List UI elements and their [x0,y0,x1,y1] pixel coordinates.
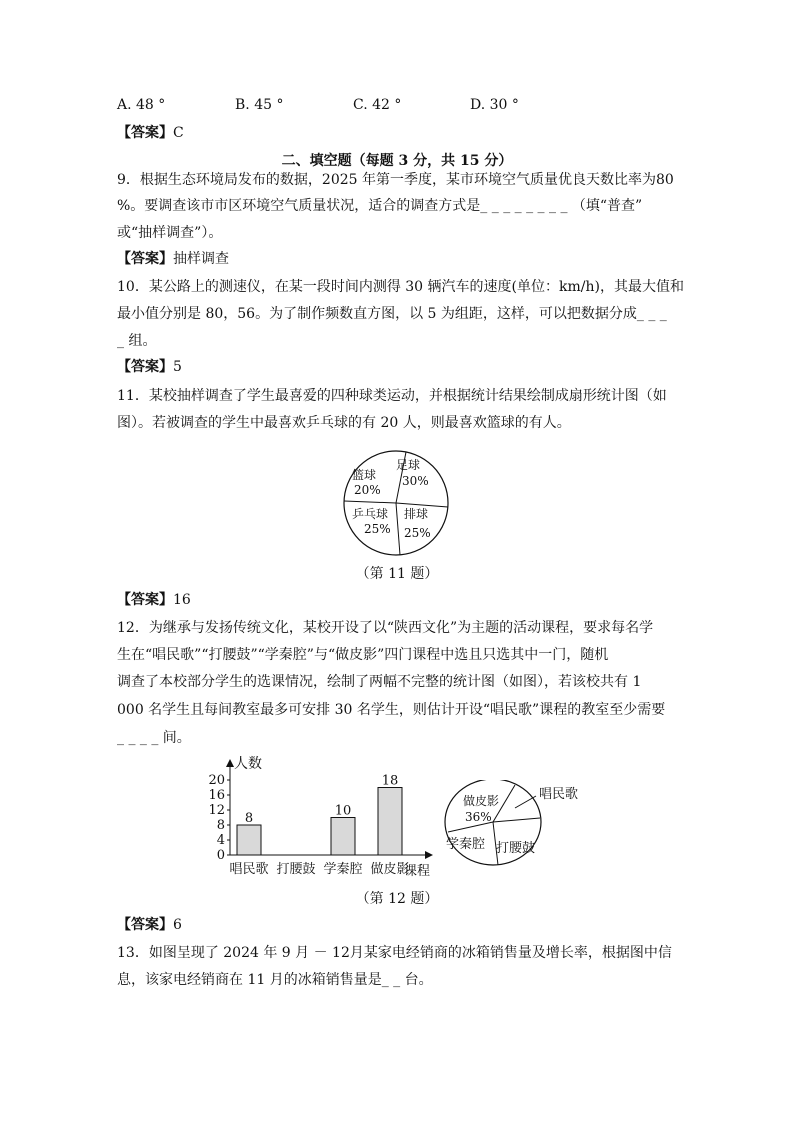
q9-line-1: 9．根据生态环境局发布的数据，2025 年第一季度，某市环境空气质量优良天数比率为80 [117,172,674,188]
y-axis-label: 人数 [234,756,262,772]
slice-label-basketball: 篮球 [352,468,377,482]
q12-line-2: 生在“唱民歌”“打腰鼓”“学秦腔”与“做皮影”四门课程中选且只选其中一门，随机 [117,647,609,663]
q8-answer [117,123,184,143]
answer-tag: 【答案】 [117,917,173,933]
q12-line-3: 调查了本校部分学生的选课情况，绘制了两幅不完整的统计图（如图），若该校共有 1 [117,674,642,690]
q10-line-2: 最小值分别是 80，56。为了制作频数直方图，以 5 为组距，这样，可以把数据分成_ _ _ [117,306,667,322]
answer-value: 5 [173,359,182,375]
bar-2 [331,818,355,856]
pie-divider-2 [344,501,396,503]
option-c: C. 42 ° [353,97,402,113]
slice-value-football: 30% [402,474,429,488]
q12-line-1: 12．为继承与发扬传统文化，某校开设了以“陕西文化”为主题的活动课程，要求每名学 [117,620,654,636]
slice-value-basketball: 20% [354,483,381,497]
answer-tag: 【答案】 [117,125,173,141]
slice-label-shadow-puppet: 做皮影 [463,794,500,808]
q12-figure-caption: （第 12 题） [355,891,439,907]
slice-label-waist-drum: 打腰鼓 [496,841,536,856]
pie-divider-3 [493,818,540,822]
q11-figure-caption: （第 11 题） [355,566,439,582]
label-leader [515,796,536,808]
slice-value-pingpong: 25% [364,522,391,536]
answer-value: 16 [173,592,191,608]
q13-line-1: 13．如图呈现了 2024 年 9 月 － 12月某家电经销商的冰箱销售量及增长率，根据图中信 [117,945,672,961]
answer-value: 6 [173,917,182,933]
answer-value: C [173,125,184,141]
x-category-label: 做皮影 [370,862,410,877]
section-title: 二、填空题（每题 3 分，共 15 分） [281,153,513,169]
q9-line-3: 或“抽样调查”）。 [117,225,223,241]
q12-bar-chart [200,752,440,880]
q12-answer [117,915,182,935]
q10-line-1: 10．某公路上的测速仪，在某一段时间内测得 30 辆汽车的速度(单位：km/h)，其最大值和 [117,279,684,295]
slice-value-volleyball: 25% [404,526,431,540]
q13-line-2: 息，该家电经销商在 11 月的冰箱销售量是_ _ 台。 [117,972,433,988]
q12-line-4: 000 名学生且每间教室最多可安排 30 名学生，则估计开设“唱民歌”课程的教室至少需要 [117,702,666,718]
x-category-label: 打腰鼓 [276,862,316,877]
q11-line-2: 图）。若被调查的学生中最喜欢乒乓球的有 20 人，则最喜欢篮球的有人。 [117,415,571,431]
q10-line-3: _ 组。 [117,333,157,349]
q12-line-5: _ _ _ _ 间。 [117,730,191,746]
y-tick-label: 20 [208,773,225,788]
bar-3 [378,788,402,856]
slice-label-folk-song: 唱民歌 [539,787,579,802]
slice-label-qinqiang: 学秦腔 [446,837,486,852]
x-category-label: 唱民歌 [229,862,269,877]
bar-value-label: 8 [244,811,254,826]
y-tick-label: 8 [216,818,225,833]
slice-label-football: 足球 [396,458,421,472]
slice-label-pingpong: 乒乓球 [352,507,389,521]
pie-divider-4 [396,503,400,555]
answer-tag: 【答案】 [117,359,173,375]
answer-tag: 【答案】 [117,592,173,608]
y-tick-label: 0 [216,848,225,863]
bar-value-label: 18 [381,773,399,789]
answer-value: 抽样调查 [173,251,229,267]
y-tick-label: 12 [208,803,225,818]
q11-answer [117,590,191,610]
q10-answer [117,357,182,377]
bar-0 [237,825,261,855]
y-tick-label: 4 [216,833,225,848]
x-axis-label: 课程 [404,864,431,879]
q11-line-1: 11．某校抽样调查了学生最喜爱的四种球类运动，并根据统计结果绘制成扇形统计图（如 [117,388,667,404]
bar-value-label: 10 [334,803,352,819]
option-d: D. 30 ° [470,97,519,113]
y-tick-label: 16 [208,788,225,803]
answer-tag: 【答案】 [117,251,173,267]
q9-answer [117,249,229,269]
slice-value-shadow-puppet: 36% [465,810,492,824]
slice-label-volleyball: 排球 [404,507,429,521]
q11-pie-chart [338,448,458,558]
x-category-label: 学秦腔 [323,862,363,877]
option-b: B. 45 ° [235,97,284,113]
q9-line-2: %。要调查该市市区环境空气质量状况，适合的调查方式是_ _ _ _ _ _ _ _ （填“普查” [117,198,643,214]
option-a: A. 48 ° [117,97,166,113]
q12-pie-chart [440,780,590,870]
